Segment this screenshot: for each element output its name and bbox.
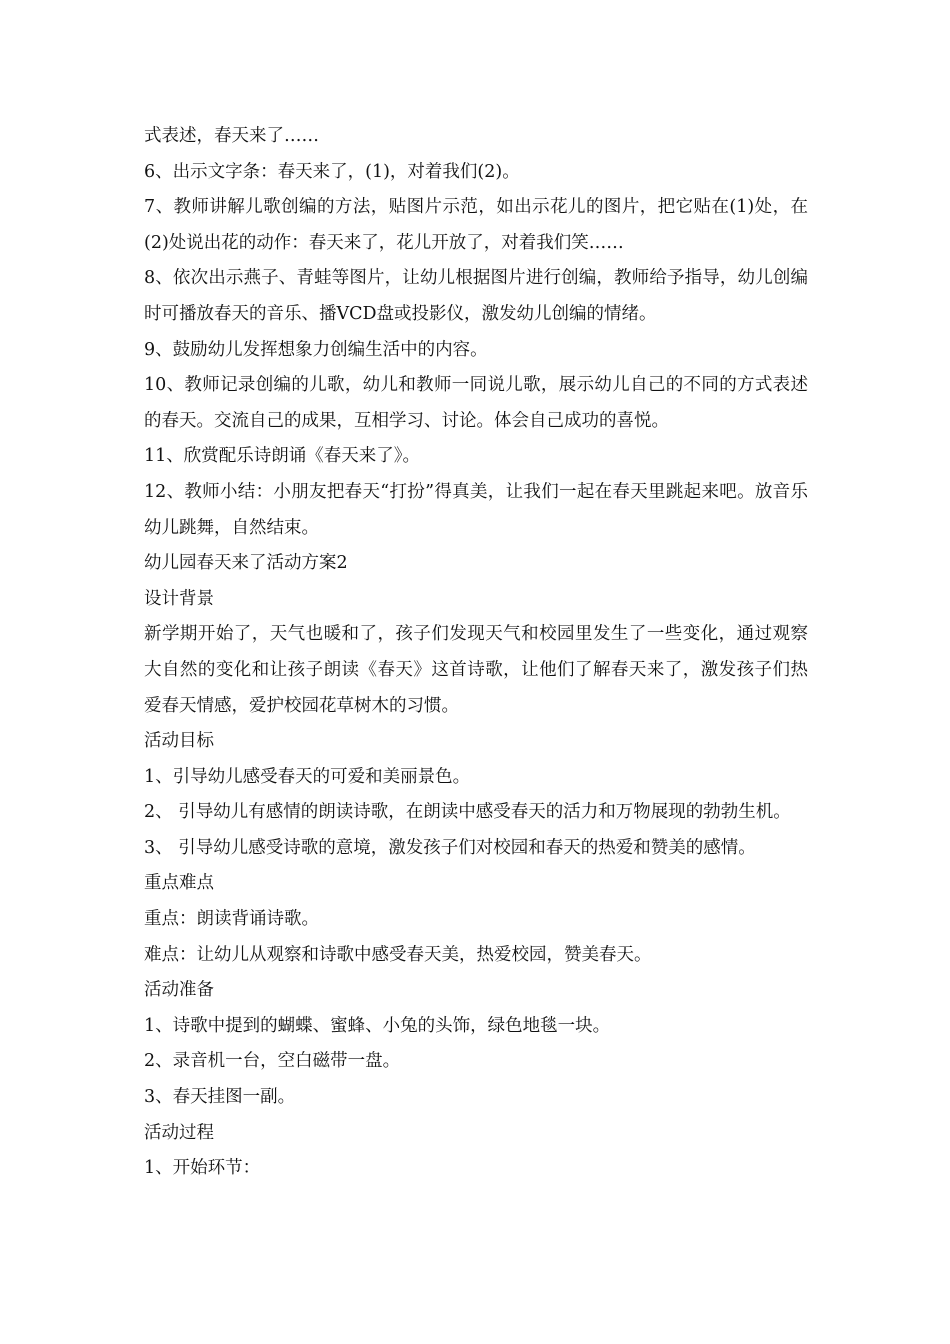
paragraph-step-12: 12、教师小结：小朋友把春天“打扮”得真美，让我们一起在春天里跳起来吧。放音乐幼儿跳舞，自然结束。: [144, 481, 808, 538]
goal-item-2: 2、 引导幼儿有感情的朗读诗歌，在朗读中感受春天的活力和万物展现的勃勃生机。: [144, 802, 791, 823]
paragraph-step-11: 11、欣赏配乐诗朗诵《春天来了》。: [144, 446, 421, 467]
section-title-plan-2: 幼儿园春天来了活动方案2: [144, 553, 348, 574]
goal-item-1: 1、引导幼儿感受春天的可爱和美丽景色。: [144, 766, 471, 787]
heading-activity-preparation: 活动准备: [144, 980, 214, 1001]
heading-activity-process: 活动过程: [144, 1122, 214, 1143]
key-point: 重点：朗读背诵诗歌。: [144, 909, 319, 930]
document-body: [144, 119, 808, 1187]
prep-item-2: 2、录音机一台，空白磁带一盘。: [144, 1051, 401, 1072]
heading-key-difficulties: 重点难点: [144, 873, 214, 894]
prep-item-3: 3、春天挂图一副。: [144, 1087, 296, 1108]
heading-activity-goals: 活动目标: [144, 731, 214, 752]
paragraph-step-8: 8、依次出示燕子、青蛙等图片，让幼儿根据图片进行创编，教师给予指导，幼儿创编时可播放春天的音乐、播VCD盘或投影仪，激发幼儿创编的情绪。: [144, 268, 808, 324]
heading-design-background: 设计背景: [144, 588, 214, 609]
difficulty-point: 难点：让幼儿从观察和诗歌中感受春天美，热爱校园，赞美春天。: [144, 944, 652, 965]
paragraph-step-6: 6、出示文字条：春天来了，(1)，对着我们(2)。: [144, 161, 520, 182]
prep-item-1: 1、诗歌中提到的蝴蝶、蜜蜂、小兔的头饰，绿色地毯一块。: [144, 1015, 611, 1036]
paragraph-background: 新学期开始了，天气也暖和了，孩子们发现天气和校园里发生了一些变化，通过观察大自然的变化和让孩子朗读《春天》这首诗歌，让他们了解春天来了，激发孩子们热爱春天情感，爱护校园花草树木的习惯。: [144, 624, 808, 716]
paragraph-step-10: 10、教师记录创编的儿歌，幼儿和教师一同说儿歌，展示幼儿自己的不同的方式表述的春天。交流自己的成果，互相学习、讨论。体会自己成功的喜悦。: [144, 375, 808, 431]
goal-item-3: 3、 引导幼儿感受诗歌的意境，激发孩子们对校园和春天的热爱和赞美的感情。: [144, 837, 756, 858]
paragraph-step-9: 9、鼓励幼儿发挥想象力创编生活中的内容。: [144, 339, 488, 360]
process-item-1: 1、开始环节：: [144, 1158, 261, 1179]
paragraph-continuation: 式表述，春天来了……: [144, 126, 319, 146]
paragraph-step-7: 7、教师讲解儿歌创编的方法，贴图片示范，如出示花儿的图片，把它贴在(1)处，在(2)处说出花的动作：春天来了，花儿开放了，对着我们笑……: [144, 197, 808, 253]
